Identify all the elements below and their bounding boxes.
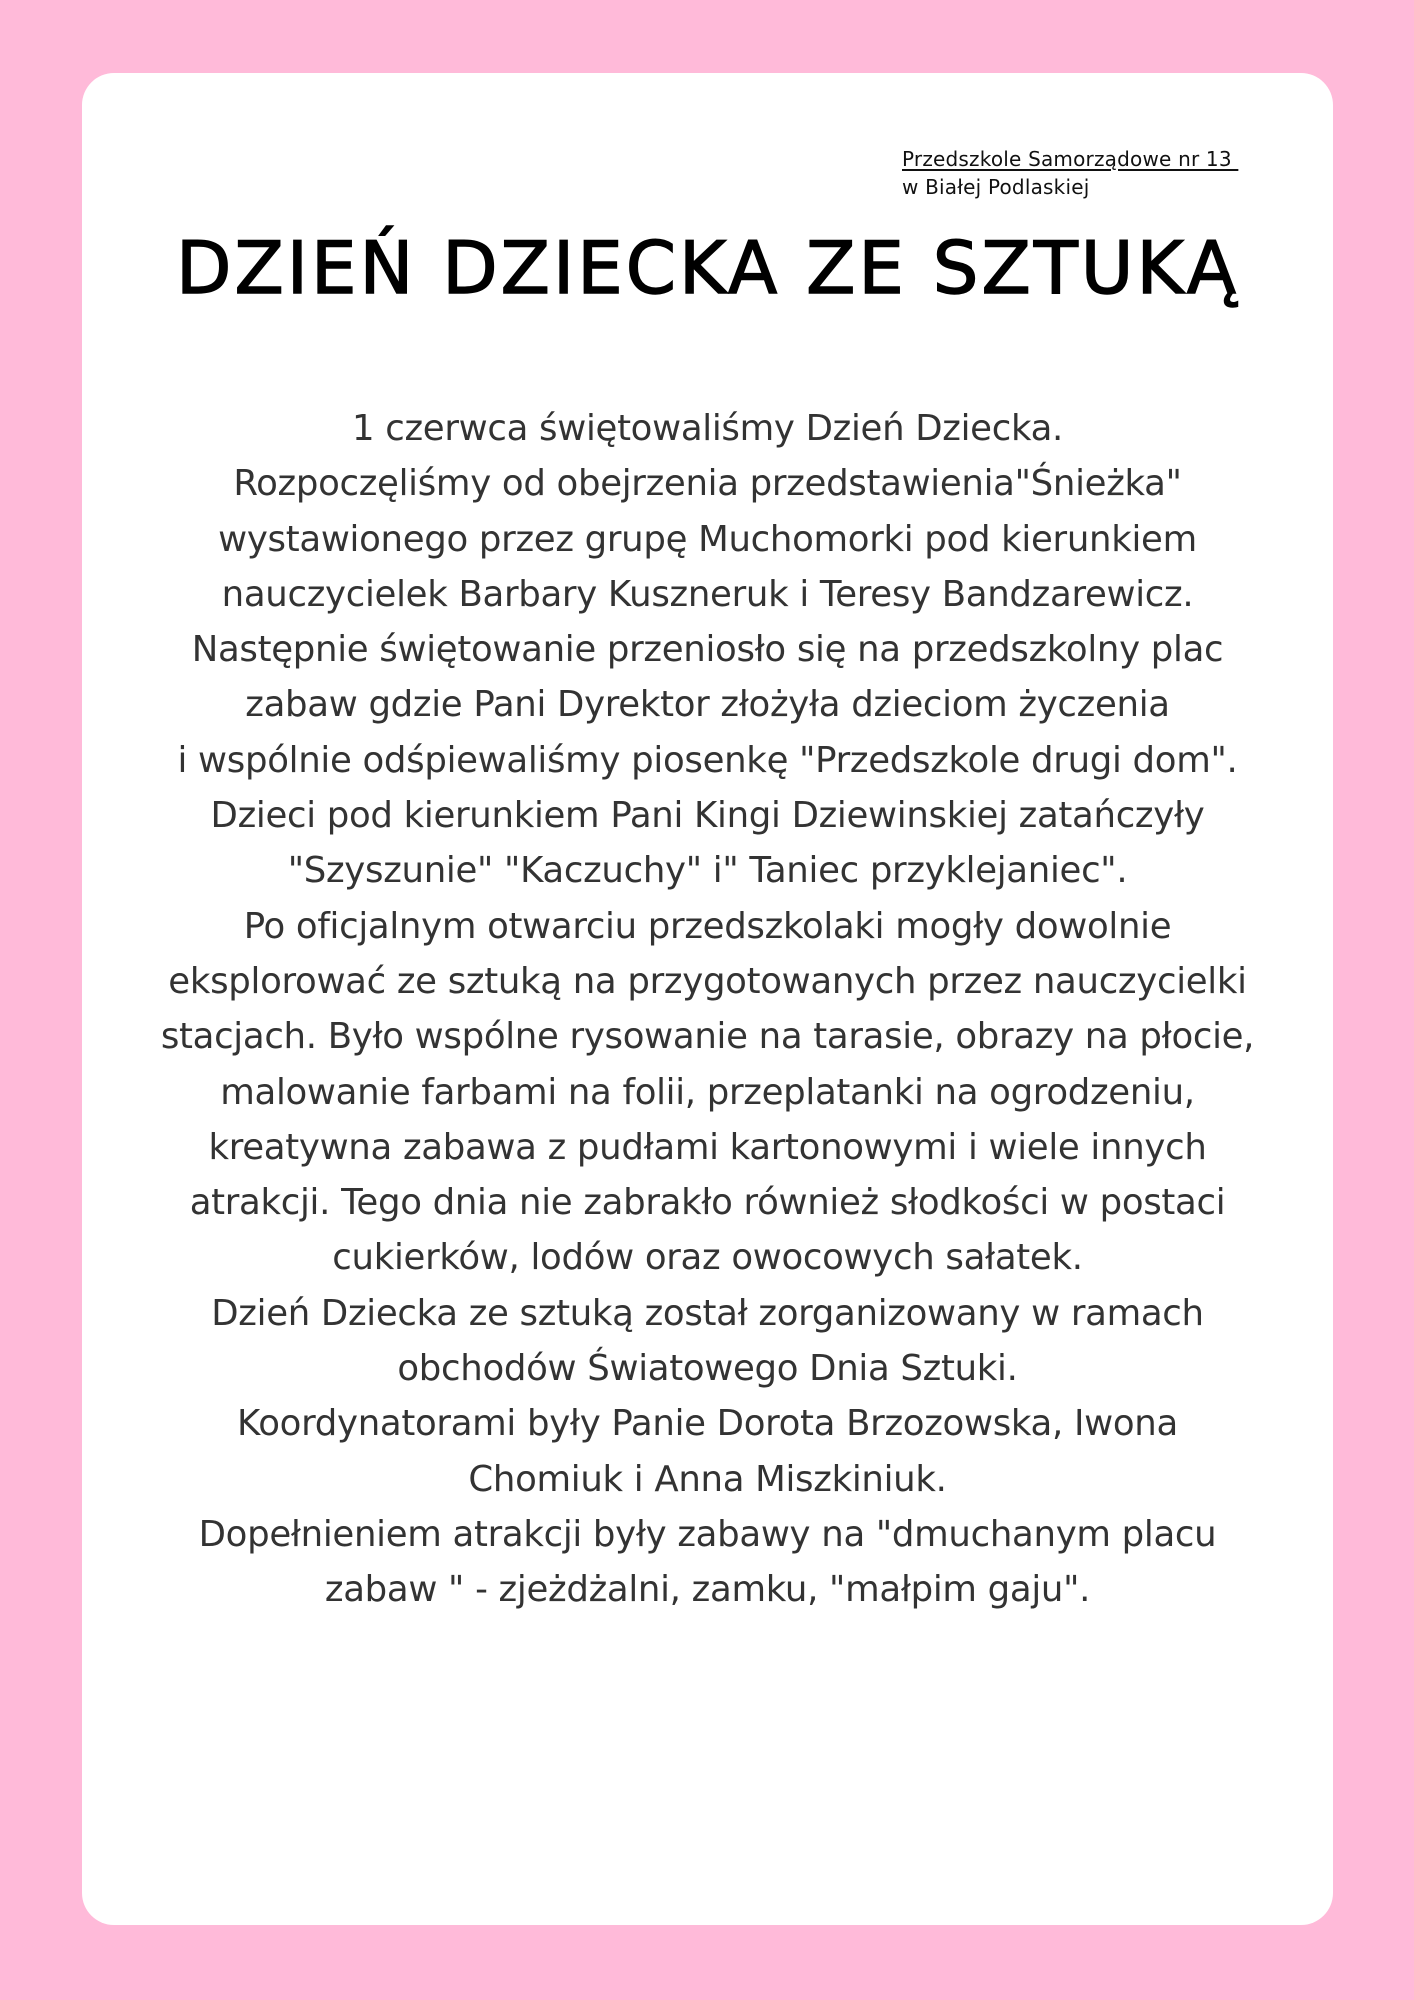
body-line: Po oficjalnym otwarciu przedszkolaki mogły dowolnie [243, 905, 1172, 947]
body-line: Koordynatorami były Panie Dorota Brzozowska, Iwona [237, 1403, 1178, 1445]
school-name [902, 145, 1238, 201]
body-text [122, 401, 1293, 1618]
body-line: Dzieci pod kierunkiem Pani Kingi Dziewinskiej zatańczyły [210, 795, 1205, 837]
body-line: malowanie farbami na folii, przeplatanki na ogrodzeniu, [220, 1071, 1195, 1113]
body-line: nauczycielek Barbary Kuszneruk i Teresy Bandzarewicz. [221, 573, 1194, 615]
body-line: Dzień Dziecka ze sztuką został zorganizowany w ramach [211, 1292, 1204, 1334]
body-line: i wspólnie odśpiewaliśmy piosenkę "Przedszkole drugi dom". [177, 739, 1238, 781]
body-line: 1 czerwca świętowaliśmy Dzień Dziecka. [351, 408, 1064, 449]
body-line: atrakcji. Tego dnia nie zabrakło również słodkości w postaci [189, 1182, 1226, 1224]
body-line: wystawionego przez grupę Muchomorki pod kierunkiem [218, 518, 1197, 560]
body-line: kreatywna zabawa z pudłami kartonowymi i wiele innych [208, 1126, 1207, 1168]
body-line: stacjach. Było wspólne rysowanie na tarasie, obrazy na płocie, [160, 1016, 1255, 1058]
body-line: Rozpoczęliśmy od obejrzenia przedstawienia"Śnieżka" [233, 463, 1182, 505]
body-line: Dopełnieniem atrakcji były zabawy na "dmuchanym placu [198, 1513, 1217, 1555]
body-line: eksplorować ze sztuką na przygotowanych przez nauczycielki [168, 960, 1247, 1002]
body-line: "Szyszunie" "Kaczuchy" i" Taniec przyklejaniec". [287, 850, 1128, 892]
body-line: cukierków, lodów oraz owocowych sałatek. [332, 1237, 1083, 1279]
school-name-line2: w Białej Podlaskiej [902, 175, 1090, 199]
body-line: zabaw " - zjeżdżalni, zamku, "małpim gaju". [324, 1569, 1091, 1611]
school-name-line1: Przedszkole Samorządowe nr 13 [902, 147, 1239, 171]
body-line: obchodów Światowego Dnia Sztuki. [397, 1348, 1018, 1390]
body-line: Chomiuk i Anna Miszkiniuk. [468, 1458, 947, 1500]
poster-card [82, 73, 1333, 1925]
page-title: DZIEŃ DZIECKA ZE SZTUKĄ [176, 226, 1239, 310]
body-line: zabaw gdzie Pani Dyrektor złożyła dzieciom życzenia [245, 684, 1170, 726]
body-line: Następnie świętowanie przeniosło się na przedszkolny plac [191, 629, 1224, 671]
